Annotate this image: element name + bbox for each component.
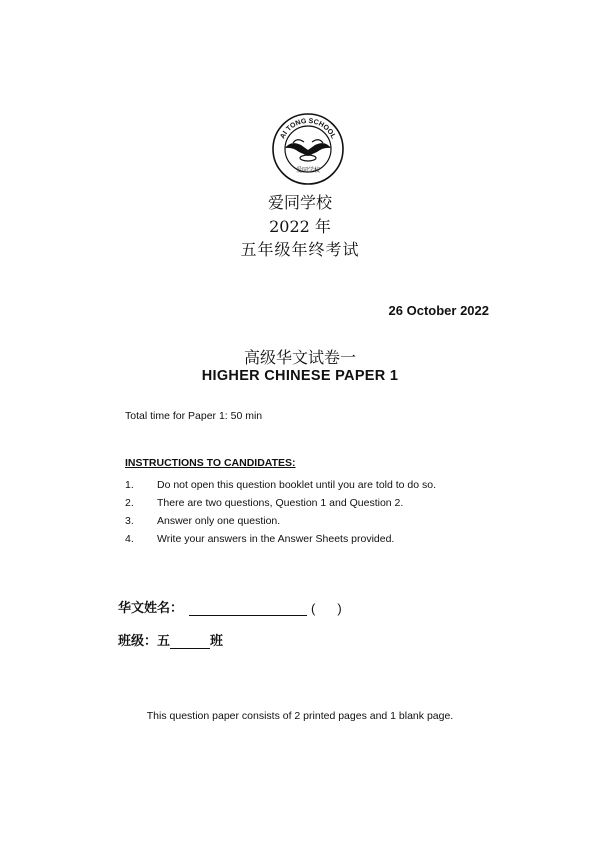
total-time: Total time for Paper 1: 50 min xyxy=(125,410,263,422)
class-field xyxy=(118,630,223,649)
register-paren-close: ) xyxy=(337,601,342,616)
name-field xyxy=(118,597,342,616)
exam-year: 2022 年 xyxy=(269,217,331,236)
instruction-text: Do not open this question booklet until you are told to do so. xyxy=(157,479,437,491)
register-paren-open: ( xyxy=(311,601,316,616)
instruction-text: Write your answers in the Answer Sheets provided. xyxy=(157,533,395,545)
class-suffix: 班 xyxy=(210,634,224,649)
instructions-heading: INSTRUCTIONS TO CANDIDATES: xyxy=(125,457,296,469)
instruction-item xyxy=(125,512,545,530)
school-name: 爱同学校 xyxy=(267,193,332,212)
instruction-number: 2. xyxy=(125,497,134,509)
logo-motto: 爱同学校 xyxy=(295,167,321,174)
logo-ring-text: AI TONG SCHOOL xyxy=(279,117,337,141)
exam-date: 26 October 2022 xyxy=(388,303,489,318)
instruction-item xyxy=(125,494,545,512)
class-label: 班级：五 xyxy=(118,634,171,649)
name-blank-line[interactable] xyxy=(189,603,307,616)
instruction-item xyxy=(125,476,545,494)
page-count-note: This question paper consists of 2 printed pages and 1 blank page. xyxy=(146,710,454,722)
paper-title-en: HIGHER CHINESE PAPER 1 xyxy=(201,368,399,384)
instruction-text: Answer only one question. xyxy=(157,515,281,527)
instruction-text: There are two questions, Question 1 and Question 2. xyxy=(157,497,404,509)
class-blank-line[interactable] xyxy=(170,636,210,649)
instructions-list xyxy=(125,476,545,548)
instruction-number: 1. xyxy=(125,479,134,491)
instruction-number: 3. xyxy=(125,515,134,527)
instruction-item xyxy=(125,530,545,548)
school-crest-icon xyxy=(271,112,345,186)
paper-title-cn: 高级华文试卷一 xyxy=(243,348,356,367)
exam-title: 五年级年终考试 xyxy=(240,240,360,259)
name-label: 华文姓名： xyxy=(118,601,184,616)
instruction-number: 4. xyxy=(125,533,134,545)
